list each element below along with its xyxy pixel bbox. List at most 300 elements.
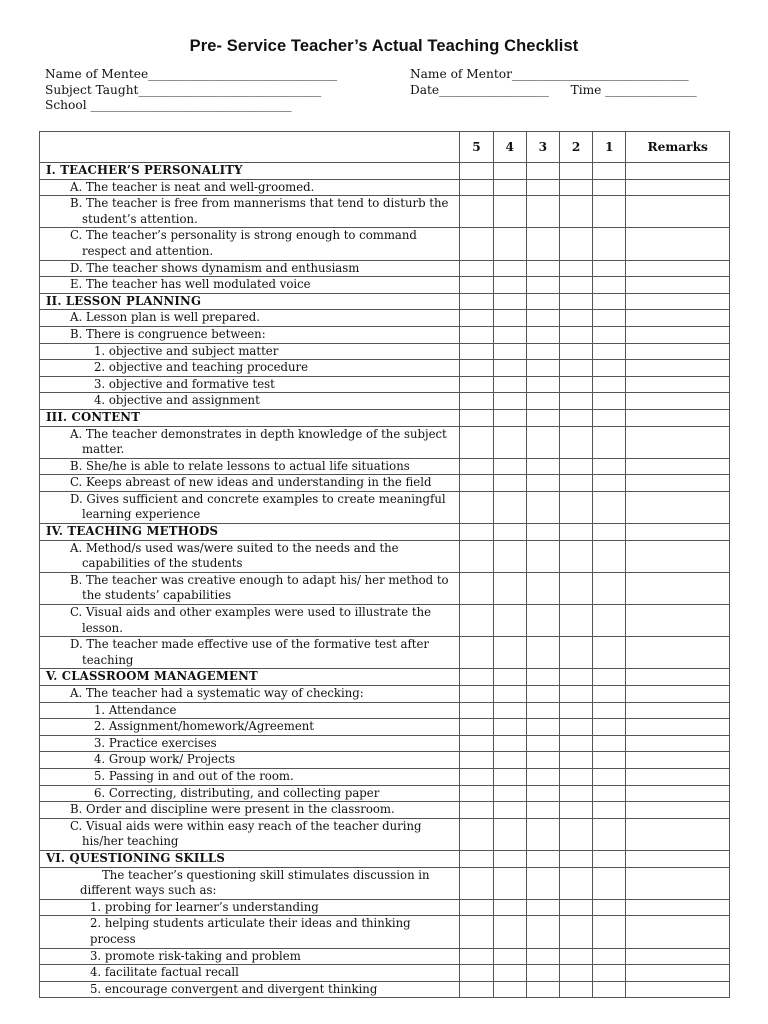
score-2-cell[interactable] [559, 735, 592, 752]
score-2-cell[interactable] [559, 605, 592, 637]
score-5-cell[interactable] [460, 196, 493, 228]
score-3-cell[interactable] [526, 310, 559, 327]
remarks-cell[interactable] [626, 228, 730, 260]
score-5-cell[interactable] [460, 669, 493, 686]
item-cell [40, 948, 460, 965]
score-3-cell[interactable] [526, 669, 559, 686]
item-text: 1. probing for learner’s understanding [90, 899, 319, 914]
table-row [40, 818, 730, 850]
score-2-cell[interactable] [559, 475, 592, 492]
score-5-cell[interactable] [460, 916, 493, 948]
remarks-cell[interactable] [626, 491, 730, 523]
item-cell [40, 326, 460, 343]
remarks-cell[interactable] [626, 293, 730, 310]
score-3-cell[interactable] [526, 228, 559, 260]
remarks-cell[interactable] [626, 572, 730, 604]
score-4-cell[interactable] [493, 686, 526, 703]
score-5-cell[interactable] [460, 426, 493, 458]
score-2-cell[interactable] [559, 719, 592, 736]
score-4-cell[interactable] [493, 981, 526, 998]
score-2-cell[interactable] [559, 899, 592, 916]
item-text: 3. Practice exercises [94, 735, 217, 750]
remarks-cell[interactable] [626, 376, 730, 393]
score-3-cell[interactable] [526, 637, 559, 669]
score-4-cell[interactable] [493, 228, 526, 260]
remarks-cell[interactable] [626, 163, 730, 180]
score-5-cell[interactable] [460, 524, 493, 541]
score-4-cell[interactable] [493, 850, 526, 867]
score-4-cell[interactable] [493, 785, 526, 802]
score-2-cell[interactable] [559, 686, 592, 703]
table-row [40, 343, 730, 360]
mentee-field[interactable]: Name of Mentee_______________________________ [45, 67, 338, 81]
score-3-cell[interactable] [526, 475, 559, 492]
item-text: 1. Attendance [94, 702, 177, 717]
score-3-cell[interactable] [526, 360, 559, 377]
score-3-cell[interactable] [526, 326, 559, 343]
score-3-cell[interactable] [526, 572, 559, 604]
item-cell [40, 343, 460, 360]
remarks-cell[interactable] [626, 475, 730, 492]
remarks-cell[interactable] [626, 605, 730, 637]
score-4-cell[interactable] [493, 277, 526, 294]
score-1-cell[interactable] [593, 802, 626, 819]
score-5-cell[interactable] [460, 686, 493, 703]
score-4-cell[interactable] [493, 948, 526, 965]
score-1-cell[interactable] [593, 702, 626, 719]
score-2-cell[interactable] [559, 260, 592, 277]
score-4-cell[interactable] [493, 326, 526, 343]
item-cell [40, 277, 460, 294]
score-4-cell[interactable] [493, 768, 526, 785]
score-5-cell[interactable] [460, 981, 493, 998]
score-3-cell[interactable] [526, 196, 559, 228]
remarks-cell[interactable] [626, 669, 730, 686]
score-1-cell[interactable] [593, 818, 626, 850]
score-5-cell[interactable] [460, 850, 493, 867]
score-4-cell[interactable] [493, 310, 526, 327]
score-2-cell[interactable] [559, 702, 592, 719]
score-1-cell[interactable] [593, 260, 626, 277]
score-1-cell[interactable] [593, 916, 626, 948]
score-5-cell[interactable] [460, 458, 493, 475]
score-3-cell[interactable] [526, 768, 559, 785]
score-1-cell[interactable] [593, 785, 626, 802]
score-2-cell[interactable] [559, 572, 592, 604]
remarks-cell[interactable] [626, 426, 730, 458]
score-2-cell[interactable] [559, 179, 592, 196]
score-5-cell[interactable] [460, 260, 493, 277]
score-5-cell[interactable] [460, 293, 493, 310]
score-1-cell[interactable] [593, 475, 626, 492]
score-5-cell[interactable] [460, 393, 493, 410]
remarks-cell[interactable] [626, 360, 730, 377]
score-1-cell[interactable] [593, 376, 626, 393]
score-5-cell[interactable] [460, 637, 493, 669]
score-3-cell[interactable] [526, 948, 559, 965]
score-1-cell[interactable] [593, 867, 626, 899]
score-4-cell[interactable] [493, 343, 526, 360]
score-5-cell[interactable] [460, 719, 493, 736]
remarks-cell[interactable] [626, 540, 730, 572]
score-5-cell[interactable] [460, 163, 493, 180]
remarks-cell[interactable] [626, 524, 730, 541]
remarks-cell[interactable] [626, 818, 730, 850]
score-4-cell[interactable] [493, 196, 526, 228]
remarks-cell[interactable] [626, 719, 730, 736]
score-1-cell[interactable] [593, 393, 626, 410]
score-3-cell[interactable] [526, 818, 559, 850]
score-1-cell[interactable] [593, 458, 626, 475]
table-row [40, 965, 730, 982]
score-1-cell[interactable] [593, 360, 626, 377]
score-2-cell[interactable] [559, 637, 592, 669]
remarks-cell[interactable] [626, 277, 730, 294]
item-text: A. Lesson plan is well prepared. [70, 310, 260, 325]
score-5-cell[interactable] [460, 899, 493, 916]
remarks-cell[interactable] [626, 637, 730, 669]
score-5-cell[interactable] [460, 343, 493, 360]
score-4-cell[interactable] [493, 393, 526, 410]
remarks-cell[interactable] [626, 785, 730, 802]
score-2-cell[interactable] [559, 376, 592, 393]
item-cell [40, 524, 460, 541]
score-5-cell[interactable] [460, 228, 493, 260]
item-cell [40, 818, 460, 850]
table-row [40, 360, 730, 377]
score-4-cell[interactable] [493, 702, 526, 719]
item-text: A. Method/s used was/were suited to the needs and the capabilities of the students [70, 540, 399, 571]
table-row [40, 179, 730, 196]
item-cell [40, 669, 460, 686]
score-4-cell[interactable] [493, 293, 526, 310]
score-1-cell[interactable] [593, 293, 626, 310]
score-4-cell[interactable] [493, 163, 526, 180]
score-2-cell[interactable] [559, 163, 592, 180]
table-row [40, 768, 730, 785]
score-3-cell[interactable] [526, 376, 559, 393]
score-2-cell[interactable] [559, 768, 592, 785]
score-3-cell[interactable] [526, 409, 559, 426]
score-2-cell[interactable] [559, 409, 592, 426]
table-row [40, 899, 730, 916]
score-4-cell[interactable] [493, 524, 526, 541]
score-1-cell[interactable] [593, 540, 626, 572]
item-cell [40, 196, 460, 228]
date-field[interactable]: Date__________________ [410, 82, 549, 97]
score-2-cell[interactable] [559, 785, 592, 802]
remarks-cell[interactable] [626, 965, 730, 982]
item-text: 2. objective and teaching procedure [94, 360, 309, 375]
item-text: 6. Correcting, distributing, and collecting paper [94, 785, 380, 800]
score-1-cell[interactable] [593, 981, 626, 998]
score-2-cell[interactable] [559, 393, 592, 410]
school-field[interactable]: School _________________________________ [45, 98, 292, 112]
score-2-cell[interactable] [559, 850, 592, 867]
section-row [40, 409, 730, 426]
score-4-cell[interactable] [493, 491, 526, 523]
score-3-cell[interactable] [526, 802, 559, 819]
score-2-cell[interactable] [559, 360, 592, 377]
table-row [40, 196, 730, 228]
remarks-cell[interactable] [626, 409, 730, 426]
remarks-cell[interactable] [626, 686, 730, 703]
score-3-cell[interactable] [526, 702, 559, 719]
score-4-cell[interactable] [493, 540, 526, 572]
score-5-cell[interactable] [460, 310, 493, 327]
remarks-cell[interactable] [626, 196, 730, 228]
score-2-cell[interactable] [559, 343, 592, 360]
score-2-cell[interactable] [559, 524, 592, 541]
score-1-cell[interactable] [593, 669, 626, 686]
score-3-cell[interactable] [526, 867, 559, 899]
score-1-cell[interactable] [593, 343, 626, 360]
score-3-cell[interactable] [526, 785, 559, 802]
remarks-cell[interactable] [626, 326, 730, 343]
score-4-cell[interactable] [493, 867, 526, 899]
score-5-cell[interactable] [460, 360, 493, 377]
score-3-cell[interactable] [526, 916, 559, 948]
score-3-cell[interactable] [526, 179, 559, 196]
score-4-cell[interactable] [493, 752, 526, 769]
score-4-cell[interactable] [493, 475, 526, 492]
score-4-cell[interactable] [493, 802, 526, 819]
date-time-row [410, 83, 697, 99]
score-3-cell[interactable] [526, 752, 559, 769]
score-4-cell[interactable] [493, 458, 526, 475]
remarks-cell[interactable] [626, 260, 730, 277]
score-5-cell[interactable] [460, 735, 493, 752]
subject-field[interactable]: Subject Taught______________________________ [45, 82, 322, 97]
score-1-cell[interactable] [593, 491, 626, 523]
table-row [40, 981, 730, 998]
time-field[interactable]: Time _______________ [570, 82, 697, 97]
score-3-cell[interactable] [526, 899, 559, 916]
remarks-cell[interactable] [626, 702, 730, 719]
score-3-cell[interactable] [526, 686, 559, 703]
item-cell [40, 965, 460, 982]
score-2-cell[interactable] [559, 981, 592, 998]
info-right-block [410, 67, 697, 98]
score-5-cell[interactable] [460, 475, 493, 492]
score-2-cell[interactable] [559, 326, 592, 343]
score-5-cell[interactable] [460, 785, 493, 802]
score-3-cell[interactable] [526, 277, 559, 294]
score-1-cell[interactable] [593, 409, 626, 426]
section-heading: V. CLASSROOM MANAGEMENT [46, 669, 258, 684]
score-3-cell[interactable] [526, 605, 559, 637]
score-3-cell[interactable] [526, 393, 559, 410]
remarks-cell[interactable] [626, 981, 730, 998]
score-3-cell[interactable] [526, 524, 559, 541]
score-1-cell[interactable] [593, 426, 626, 458]
table-row [40, 475, 730, 492]
score-1-cell[interactable] [593, 310, 626, 327]
score-2-cell[interactable] [559, 916, 592, 948]
score-1-cell[interactable] [593, 850, 626, 867]
score-2-cell[interactable] [559, 293, 592, 310]
score-1-cell[interactable] [593, 228, 626, 260]
score-3-cell[interactable] [526, 850, 559, 867]
score-4-cell[interactable] [493, 899, 526, 916]
score-3-cell[interactable] [526, 491, 559, 523]
score-4-cell[interactable] [493, 409, 526, 426]
score-4-cell[interactable] [493, 669, 526, 686]
item-text: B. She/he is able to relate lessons to actual life situations [70, 458, 410, 473]
score-2-cell[interactable] [559, 867, 592, 899]
score-4-cell[interactable] [493, 637, 526, 669]
score-1-cell[interactable] [593, 965, 626, 982]
remarks-cell[interactable] [626, 310, 730, 327]
score-2-cell[interactable] [559, 540, 592, 572]
score-3-cell[interactable] [526, 540, 559, 572]
remarks-cell[interactable] [626, 899, 730, 916]
remarks-cell[interactable] [626, 458, 730, 475]
item-cell [40, 360, 460, 377]
score-4-cell[interactable] [493, 260, 526, 277]
header-item [40, 132, 460, 163]
score-5-cell[interactable] [460, 491, 493, 523]
score-3-cell[interactable] [526, 981, 559, 998]
item-cell [40, 426, 460, 458]
score-5-cell[interactable] [460, 752, 493, 769]
item-text: 5. Passing in and out of the room. [94, 768, 294, 783]
remarks-cell[interactable] [626, 802, 730, 819]
score-3-cell[interactable] [526, 343, 559, 360]
remarks-cell[interactable] [626, 768, 730, 785]
score-5-cell[interactable] [460, 326, 493, 343]
section-row [40, 669, 730, 686]
score-2-cell[interactable] [559, 228, 592, 260]
table-row [40, 426, 730, 458]
score-1-cell[interactable] [593, 768, 626, 785]
checklist-body [40, 163, 730, 998]
table-row [40, 326, 730, 343]
mentor-field[interactable]: Name of Mentor_____________________________ [410, 67, 689, 81]
score-2-cell[interactable] [559, 458, 592, 475]
score-1-cell[interactable] [593, 637, 626, 669]
score-1-cell[interactable] [593, 277, 626, 294]
score-2-cell[interactable] [559, 669, 592, 686]
score-5-cell[interactable] [460, 702, 493, 719]
section-row [40, 850, 730, 867]
score-1-cell[interactable] [593, 719, 626, 736]
item-cell [40, 293, 460, 310]
score-5-cell[interactable] [460, 376, 493, 393]
score-1-cell[interactable] [593, 605, 626, 637]
remarks-cell[interactable] [626, 343, 730, 360]
score-5-cell[interactable] [460, 867, 493, 899]
item-cell [40, 393, 460, 410]
score-4-cell[interactable] [493, 719, 526, 736]
score-2-cell[interactable] [559, 310, 592, 327]
item-text: A. The teacher demonstrates in depth knowledge of the subject matter. [70, 426, 447, 457]
item-text: B. The teacher is free from mannerisms that tend to disturb the student’s attention. [70, 196, 449, 226]
score-2-cell[interactable] [559, 491, 592, 523]
score-5-cell[interactable] [460, 605, 493, 637]
item-text: 4. facilitate factual recall [90, 965, 239, 980]
score-5-cell[interactable] [460, 572, 493, 604]
score-3-cell[interactable] [526, 735, 559, 752]
score-2-cell[interactable] [559, 948, 592, 965]
score-3-cell[interactable] [526, 458, 559, 475]
score-2-cell[interactable] [559, 752, 592, 769]
score-5-cell[interactable] [460, 768, 493, 785]
remarks-cell[interactable] [626, 179, 730, 196]
score-1-cell[interactable] [593, 163, 626, 180]
score-5-cell[interactable] [460, 409, 493, 426]
score-1-cell[interactable] [593, 735, 626, 752]
score-2-cell[interactable] [559, 818, 592, 850]
score-3-cell[interactable] [526, 163, 559, 180]
score-4-cell[interactable] [493, 179, 526, 196]
score-4-cell[interactable] [493, 916, 526, 948]
score-1-cell[interactable] [593, 196, 626, 228]
remarks-cell[interactable] [626, 393, 730, 410]
score-4-cell[interactable] [493, 376, 526, 393]
score-1-cell[interactable] [593, 326, 626, 343]
score-4-cell[interactable] [493, 818, 526, 850]
score-4-cell[interactable] [493, 965, 526, 982]
item-text: C. Visual aids and other examples were used to illustrate the lesson. [70, 605, 432, 635]
score-5-cell[interactable] [460, 948, 493, 965]
score-3-cell[interactable] [526, 293, 559, 310]
remarks-cell[interactable] [626, 752, 730, 769]
score-4-cell[interactable] [493, 735, 526, 752]
score-5-cell[interactable] [460, 179, 493, 196]
item-cell [40, 409, 460, 426]
header-score-1: 1 [593, 132, 626, 163]
score-2-cell[interactable] [559, 426, 592, 458]
score-1-cell[interactable] [593, 686, 626, 703]
score-2-cell[interactable] [559, 965, 592, 982]
score-5-cell[interactable] [460, 802, 493, 819]
item-text: 4. Group work/ Projects [94, 752, 236, 767]
score-1-cell[interactable] [593, 948, 626, 965]
score-1-cell[interactable] [593, 752, 626, 769]
score-2-cell[interactable] [559, 277, 592, 294]
remarks-cell[interactable] [626, 735, 730, 752]
score-2-cell[interactable] [559, 802, 592, 819]
remarks-cell[interactable] [626, 916, 730, 948]
score-3-cell[interactable] [526, 260, 559, 277]
remarks-cell[interactable] [626, 867, 730, 899]
item-cell [40, 637, 460, 669]
remarks-cell[interactable] [626, 948, 730, 965]
score-4-cell[interactable] [493, 572, 526, 604]
remarks-cell[interactable] [626, 850, 730, 867]
table-row [40, 637, 730, 669]
score-4-cell[interactable] [493, 426, 526, 458]
score-4-cell[interactable] [493, 360, 526, 377]
score-1-cell[interactable] [593, 524, 626, 541]
score-3-cell[interactable] [526, 965, 559, 982]
score-3-cell[interactable] [526, 719, 559, 736]
score-5-cell[interactable] [460, 965, 493, 982]
score-5-cell[interactable] [460, 277, 493, 294]
score-5-cell[interactable] [460, 818, 493, 850]
score-2-cell[interactable] [559, 196, 592, 228]
score-1-cell[interactable] [593, 179, 626, 196]
score-1-cell[interactable] [593, 572, 626, 604]
item-cell [40, 702, 460, 719]
score-5-cell[interactable] [460, 540, 493, 572]
score-4-cell[interactable] [493, 605, 526, 637]
score-1-cell[interactable] [593, 899, 626, 916]
item-text: D. The teacher made effective use of the formative test after teaching [70, 637, 430, 667]
score-3-cell[interactable] [526, 426, 559, 458]
section-heading: I. TEACHER’S PERSONALITY [46, 163, 243, 177]
